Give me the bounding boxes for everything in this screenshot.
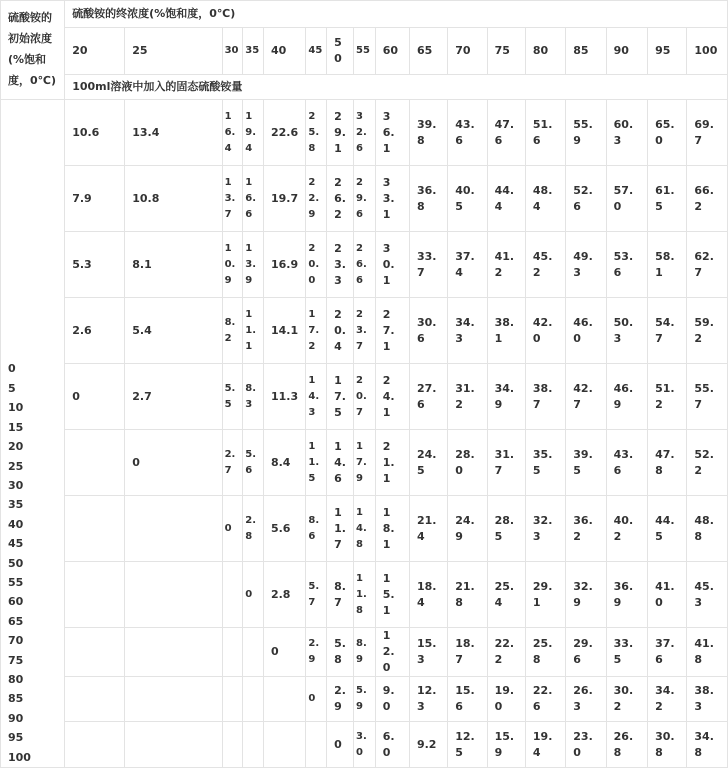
table-cell: 46.9 (606, 364, 647, 430)
table-cell: 0 (263, 628, 305, 677)
initial-concentration-value: 55 (8, 575, 24, 589)
table-cell: 36.9 (606, 562, 647, 628)
table-row (1, 562, 728, 628)
table-cell: 24.9 (448, 496, 487, 562)
table-cell: 12.0 (375, 628, 409, 677)
table-cell: 5.8 (327, 628, 354, 677)
table-cell: 21.1 (375, 430, 409, 496)
table-cell: 30.6 (409, 298, 447, 364)
initial-concentration-header: 硫酸铵的初始浓度(%饱和度，0℃) (1, 1, 65, 100)
table-cell: 5.9 (354, 677, 376, 722)
initial-concentration-value: 10 (8, 401, 24, 415)
initial-concentration-value: 100 (8, 750, 31, 764)
table-cell: 25.4 (487, 562, 525, 628)
table-cell: 0 (306, 677, 327, 722)
table-row (1, 496, 728, 562)
table-cell: 12.3 (409, 677, 447, 722)
table-cell: 5.6 (243, 430, 264, 496)
table-cell: 41.2 (487, 232, 525, 298)
table-cell: 11.3 (263, 364, 305, 430)
table-cell: 5.5 (222, 364, 243, 430)
table-cell: 17.5 (327, 364, 354, 430)
table-cell: 2.9 (306, 628, 327, 677)
column-header: 100 (687, 28, 728, 75)
table-cell: 16.6 (243, 166, 264, 232)
table-row (1, 628, 728, 677)
table-cell (125, 496, 222, 562)
table-cell: 2.6 (65, 298, 125, 364)
table-cell: 48.4 (525, 166, 565, 232)
table-row (1, 100, 728, 166)
table-cell: 5.7 (306, 562, 327, 628)
table-cell: 2.7 (125, 364, 222, 430)
table-cell: 18.4 (409, 562, 447, 628)
table-cell: 8.1 (125, 232, 222, 298)
initial-concentration-value: 0 (8, 362, 16, 376)
table-cell: 45.3 (687, 562, 728, 628)
table-cell: 0 (327, 722, 354, 768)
column-header: 70 (448, 28, 487, 75)
initial-concentration-value: 80 (8, 672, 24, 686)
initial-concentration-value: 15 (8, 420, 24, 434)
table-cell: 53.6 (606, 232, 647, 298)
table-cell: 40.5 (448, 166, 487, 232)
table-row (1, 298, 728, 364)
table-cell: 13.4 (125, 100, 222, 166)
table-cell: 55.7 (687, 364, 728, 430)
table-cell: 10.9 (222, 232, 243, 298)
table-cell: 14.1 (263, 298, 305, 364)
table-cell: 35.5 (525, 430, 565, 496)
initial-concentration-value: 20 (8, 440, 24, 454)
table-cell: 13.7 (222, 166, 243, 232)
column-header-row (1, 28, 728, 75)
table-cell: 32.3 (525, 496, 565, 562)
table-cell: 52.2 (687, 430, 728, 496)
table-cell: 62.7 (687, 232, 728, 298)
table-cell (222, 628, 243, 677)
table-cell: 36.2 (566, 496, 606, 562)
table-cell: 33.5 (606, 628, 647, 677)
initial-concentration-value: 90 (8, 711, 24, 725)
initial-concentration-value: 65 (8, 614, 24, 628)
table-cell: 65.0 (648, 100, 687, 166)
table-cell: 29.1 (327, 100, 354, 166)
table-cell: 58.1 (648, 232, 687, 298)
table-cell: 15.3 (409, 628, 447, 677)
table-cell (65, 677, 125, 722)
table-cell: 24.1 (375, 364, 409, 430)
table-cell (263, 677, 305, 722)
table-cell: 19.4 (243, 100, 264, 166)
table-cell: 69.7 (687, 100, 728, 166)
table-cell: 34.2 (648, 677, 687, 722)
table-cell: 29.6 (566, 628, 606, 677)
table-cell: 34.9 (487, 364, 525, 430)
table-cell: 46.0 (566, 298, 606, 364)
table-cell: 30.8 (648, 722, 687, 768)
table-cell (125, 562, 222, 628)
table-cell: 6.0 (375, 722, 409, 768)
table-cell (125, 677, 222, 722)
table-cell: 25.8 (306, 100, 327, 166)
table-cell: 2.8 (263, 562, 305, 628)
table-cell (125, 722, 222, 768)
table-cell: 23.0 (566, 722, 606, 768)
table-cell (125, 628, 222, 677)
table-cell (243, 677, 264, 722)
table-cell: 38.7 (525, 364, 565, 430)
table-cell: 30.1 (375, 232, 409, 298)
table-row (1, 677, 728, 722)
column-header: 85 (566, 28, 606, 75)
table-cell: 14.3 (306, 364, 327, 430)
table-cell: 8.6 (306, 496, 327, 562)
table-cell: 52.6 (566, 166, 606, 232)
table-cell: 26.3 (566, 677, 606, 722)
table-cell: 14.6 (327, 430, 354, 496)
column-header: 95 (648, 28, 687, 75)
table-cell: 5.6 (263, 496, 305, 562)
table-cell: 19.0 (487, 677, 525, 722)
column-header: 80 (525, 28, 565, 75)
table-cell: 21.4 (409, 496, 447, 562)
table-cell (243, 628, 264, 677)
table-cell: 14.8 (354, 496, 376, 562)
table-cell: 2.7 (222, 430, 243, 496)
table-cell: 9.0 (375, 677, 409, 722)
table-cell (306, 722, 327, 768)
table-cell: 16.9 (263, 232, 305, 298)
column-header: 90 (606, 28, 647, 75)
column-header: 75 (487, 28, 525, 75)
table-cell: 11.8 (354, 562, 376, 628)
table-cell (263, 722, 305, 768)
table-cell: 8.9 (354, 628, 376, 677)
table-cell: 8.3 (243, 364, 264, 430)
table-cell: 43.6 (606, 430, 647, 496)
table-row (1, 166, 728, 232)
table-cell: 49.3 (566, 232, 606, 298)
table-cell: 27.1 (375, 298, 409, 364)
table-row (1, 232, 728, 298)
table-cell: 22.6 (525, 677, 565, 722)
table-cell: 44.5 (648, 496, 687, 562)
table-cell: 16.4 (222, 100, 243, 166)
table-cell: 29.6 (354, 166, 376, 232)
table-cell: 36.8 (409, 166, 447, 232)
initial-concentration-value: 95 (8, 731, 24, 745)
table-cell: 42.7 (566, 364, 606, 430)
table-cell: 19.7 (263, 166, 305, 232)
table-cell: 20.7 (354, 364, 376, 430)
table-cell: 60.3 (606, 100, 647, 166)
table-cell: 66.2 (687, 166, 728, 232)
table-cell: 31.2 (448, 364, 487, 430)
table-cell: 30.2 (606, 677, 647, 722)
table-cell: 11.5 (306, 430, 327, 496)
column-header: 45 (306, 28, 327, 75)
table-cell: 57.0 (606, 166, 647, 232)
initial-concentration-value: 45 (8, 537, 24, 551)
table-cell: 21.8 (448, 562, 487, 628)
table-cell: 39.8 (409, 100, 447, 166)
table-cell: 39.5 (566, 430, 606, 496)
table-cell: 42.0 (525, 298, 565, 364)
table-cell: 54.7 (648, 298, 687, 364)
table-cell: 20.4 (327, 298, 354, 364)
table-cell: 27.6 (409, 364, 447, 430)
table-cell: 34.3 (448, 298, 487, 364)
table-cell: 10.6 (65, 100, 125, 166)
initial-concentration-value: 5 (8, 381, 16, 395)
table-cell (65, 628, 125, 677)
table-cell: 32.9 (566, 562, 606, 628)
table-cell: 0 (243, 562, 264, 628)
table-cell: 40.2 (606, 496, 647, 562)
table-cell: 34.8 (687, 722, 728, 768)
initial-concentration-value: 85 (8, 692, 24, 706)
table-cell: 9.2 (409, 722, 447, 768)
table-cell: 10.8 (125, 166, 222, 232)
table-cell: 51.2 (648, 364, 687, 430)
initial-concentration-value: 60 (8, 595, 24, 609)
initial-concentration-value: 75 (8, 653, 24, 667)
table-cell: 45.2 (525, 232, 565, 298)
table-cell: 37.4 (448, 232, 487, 298)
table-cell: 11.7 (327, 496, 354, 562)
table-cell: 23.3 (327, 232, 354, 298)
table-cell: 20.0 (306, 232, 327, 298)
initial-concentration-values (1, 100, 65, 768)
table-cell: 48.8 (687, 496, 728, 562)
column-header: 50 (327, 28, 354, 75)
table-cell: 38.3 (687, 677, 728, 722)
table-cell: 38.1 (487, 298, 525, 364)
final-concentration-header: 硫酸铵的终浓度(%饱和度，0℃) (65, 1, 728, 28)
table-cell: 25.8 (525, 628, 565, 677)
table-cell: 26.2 (327, 166, 354, 232)
table-cell: 17.2 (306, 298, 327, 364)
table-cell: 19.4 (525, 722, 565, 768)
table-cell: 2.9 (327, 677, 354, 722)
table-cell: 32.6 (354, 100, 376, 166)
table-cell: 55.9 (566, 100, 606, 166)
table-cell: 18.7 (448, 628, 487, 677)
table-cell: 7.9 (65, 166, 125, 232)
table-cell: 41.0 (648, 562, 687, 628)
table-cell: 0 (65, 364, 125, 430)
table-cell: 26.6 (354, 232, 376, 298)
table-cell: 2.8 (243, 496, 264, 562)
initial-concentration-value: 25 (8, 459, 24, 473)
initial-concentration-value: 30 (8, 478, 24, 492)
initial-concentration-value: 35 (8, 498, 24, 512)
table-row (1, 364, 728, 430)
table-cell: 8.4 (263, 430, 305, 496)
table-cell: 28.5 (487, 496, 525, 562)
table-cell: 17.9 (354, 430, 376, 496)
table-cell: 13.9 (243, 232, 264, 298)
table-cell: 22.9 (306, 166, 327, 232)
table-cell: 5.3 (65, 232, 125, 298)
initial-concentration-value: 50 (8, 556, 24, 570)
table-cell: 61.5 (648, 166, 687, 232)
table-cell: 44.4 (487, 166, 525, 232)
table-cell (222, 677, 243, 722)
table-cell: 15.9 (487, 722, 525, 768)
table-cell: 15.6 (448, 677, 487, 722)
table-cell: 8.7 (327, 562, 354, 628)
table-cell: 36.1 (375, 100, 409, 166)
table-cell: 41.8 (687, 628, 728, 677)
table-cell: 43.6 (448, 100, 487, 166)
initial-concentration-value: 70 (8, 634, 24, 648)
table-cell: 11.1 (243, 298, 264, 364)
table-cell (243, 722, 264, 768)
table-cell: 33.7 (409, 232, 447, 298)
table-cell: 0 (222, 496, 243, 562)
table-cell: 8.2 (222, 298, 243, 364)
column-header: 55 (354, 28, 376, 75)
initial-concentration-value: 40 (8, 517, 24, 531)
table-cell: 22.2 (487, 628, 525, 677)
table-cell: 24.5 (409, 430, 447, 496)
table-cell: 18.1 (375, 496, 409, 562)
table-cell (65, 562, 125, 628)
table-row (1, 430, 728, 496)
table-cell: 15.1 (375, 562, 409, 628)
table-cell: 47.6 (487, 100, 525, 166)
table-row (1, 722, 728, 768)
table-cell: 12.5 (448, 722, 487, 768)
column-header: 40 (263, 28, 305, 75)
table-cell (222, 722, 243, 768)
table-cell: 3.0 (354, 722, 376, 768)
table-cell: 28.0 (448, 430, 487, 496)
table-cell (65, 496, 125, 562)
table-cell: 31.7 (487, 430, 525, 496)
column-header: 65 (409, 28, 447, 75)
table-cell: 5.4 (125, 298, 222, 364)
column-header: 20 (65, 28, 125, 75)
table-cell: 51.6 (525, 100, 565, 166)
table-cell: 59.2 (687, 298, 728, 364)
column-header: 30 (222, 28, 243, 75)
table-cell (65, 430, 125, 496)
table-cell: 23.7 (354, 298, 376, 364)
table-cell: 26.8 (606, 722, 647, 768)
added-amount-header: 100ml溶液中加入的固态硫酸铵量 (65, 75, 728, 100)
table-cell: 37.6 (648, 628, 687, 677)
table-cell: 50.3 (606, 298, 647, 364)
table-cell: 0 (125, 430, 222, 496)
table-cell: 29.1 (525, 562, 565, 628)
table-cell: 47.8 (648, 430, 687, 496)
table-cell (65, 722, 125, 768)
column-header: 25 (125, 28, 222, 75)
column-header: 35 (243, 28, 264, 75)
table-cell: 33.1 (375, 166, 409, 232)
table-cell (222, 562, 243, 628)
column-header: 60 (375, 28, 409, 75)
table-cell: 22.6 (263, 100, 305, 166)
